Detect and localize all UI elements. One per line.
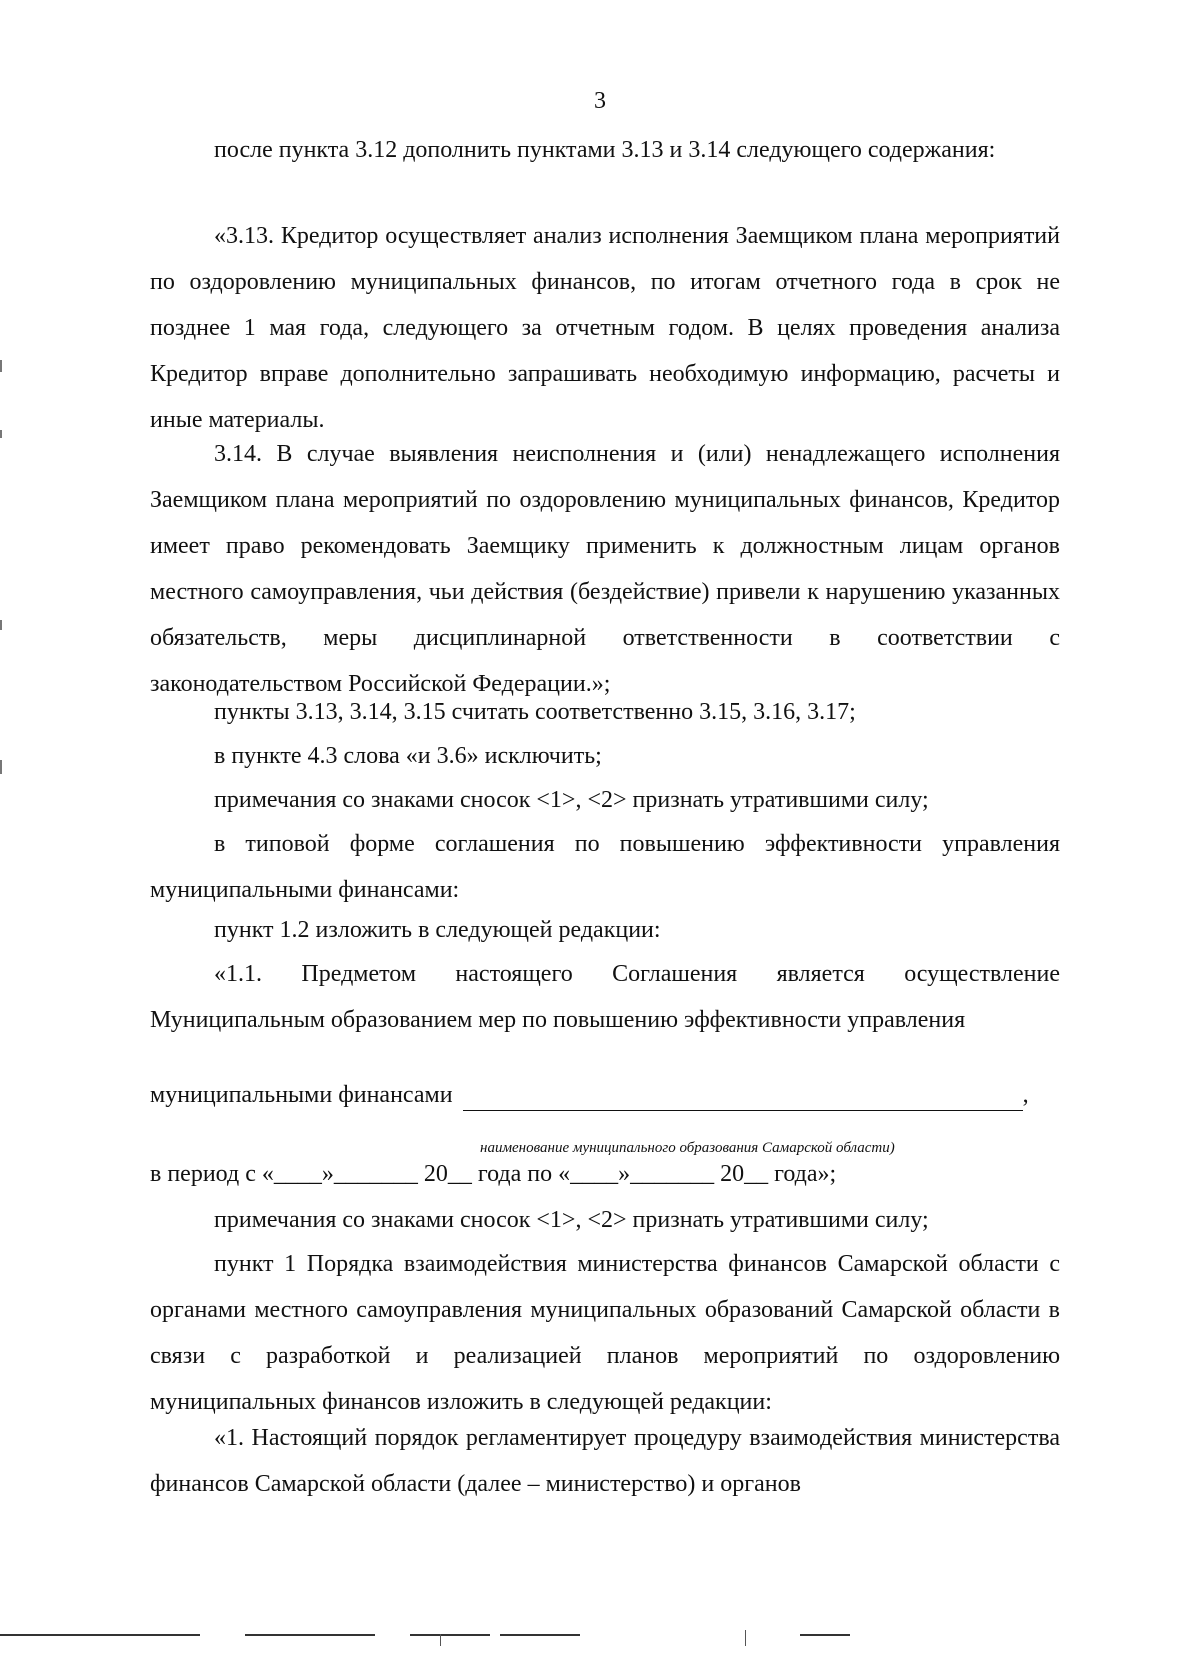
municipal-name-blank [463,1086,1023,1111]
left-margin-mark [0,620,2,630]
scan-tick [745,1630,746,1646]
paragraph-4: пункты 3.13, 3.14, 3.15 считать соответственно 3.15, 3.16, 3.17; [214,699,856,725]
paragraph-7: в типовой форме соглашения по повышению эффективности управления муниципальными финансами: [150,831,1060,903]
page-number: 3 [594,88,606,114]
left-margin-mark [0,430,2,438]
scan-bottom-line [245,1634,375,1636]
municipal-line-text: муниципальными финансами [150,1082,453,1108]
municipal-name-line [150,1079,1060,1111]
municipal-name-caption: наименование муниципального образования Самарской области) [480,1140,895,1156]
paragraph-6: примечания со знаками сносок <1>, <2> признать утратившими силу; [214,787,929,813]
scan-bottom-line [500,1634,580,1636]
period-line: в период с «____»_______ 20__ года по «____»_______ 20__ года»; [150,1161,837,1187]
scan-bottom-line [800,1634,850,1636]
paragraph-3: 3.14. В случае выявления неисполнения и (или) ненадлежащего исполнения Заемщиком плана мероприятий по оздоровлению муниципальных финансов, Кредитор имеет право рекомендовать Заемщику применить к должностным лицам органов местного самоуправления, чьи действия (бездействие) привели к нарушению указанных обязательств, меры дисциплинарной ответственности в соответствии с законодательством Российской Федерации.»; [150,441,1060,697]
paragraph-11: пункт 1 Порядка взаимодействия министерства финансов Самарской области с органами местного самоуправления муниципальных образований Самарской области в связи с разработкой и реализацией планов мероприятий по оздоровлению муниципальных финансов изложить в следующей редакции: [150,1251,1060,1415]
scan-bottom-line [410,1634,490,1636]
paragraph-5: в пункте 4.3 слова «и 3.6» исключить; [214,743,602,769]
paragraph-10: примечания со знаками сносок <1>, <2> признать утратившими силу; [214,1207,929,1233]
paragraph-9: «1.1. Предметом настоящего Соглашения является осуществление Муниципальным образованием мер по повышению эффективности управления [150,961,1060,1033]
left-margin-mark [0,360,2,372]
paragraph-2: «3.13. Кредитор осуществляет анализ исполнения Заемщиком плана мероприятий по оздоровлению муниципальных финансов, по итогам отчетного года в срок не позднее 1 мая года, следующего за отчетным годом. В целях проведения анализа Кредитор вправе дополнительно запрашивать необходимую информацию, расчеты и иные материалы. [150,223,1060,433]
left-margin-mark [0,760,2,774]
paragraph-1: после пункта 3.12 дополнить пунктами 3.13 и 3.14 следующего содержания: [214,137,996,163]
scan-bottom-line [0,1634,200,1636]
paragraph-8: пункт 1.2 изложить в следующей редакции: [214,917,661,943]
scan-tick [440,1634,441,1646]
paragraph-12: «1. Настоящий порядок регламентирует процедуру взаимодействия министерства финансов Самарской области (далее – министерство) и органов [150,1425,1060,1497]
municipal-line-suffix: , [1022,1082,1029,1108]
